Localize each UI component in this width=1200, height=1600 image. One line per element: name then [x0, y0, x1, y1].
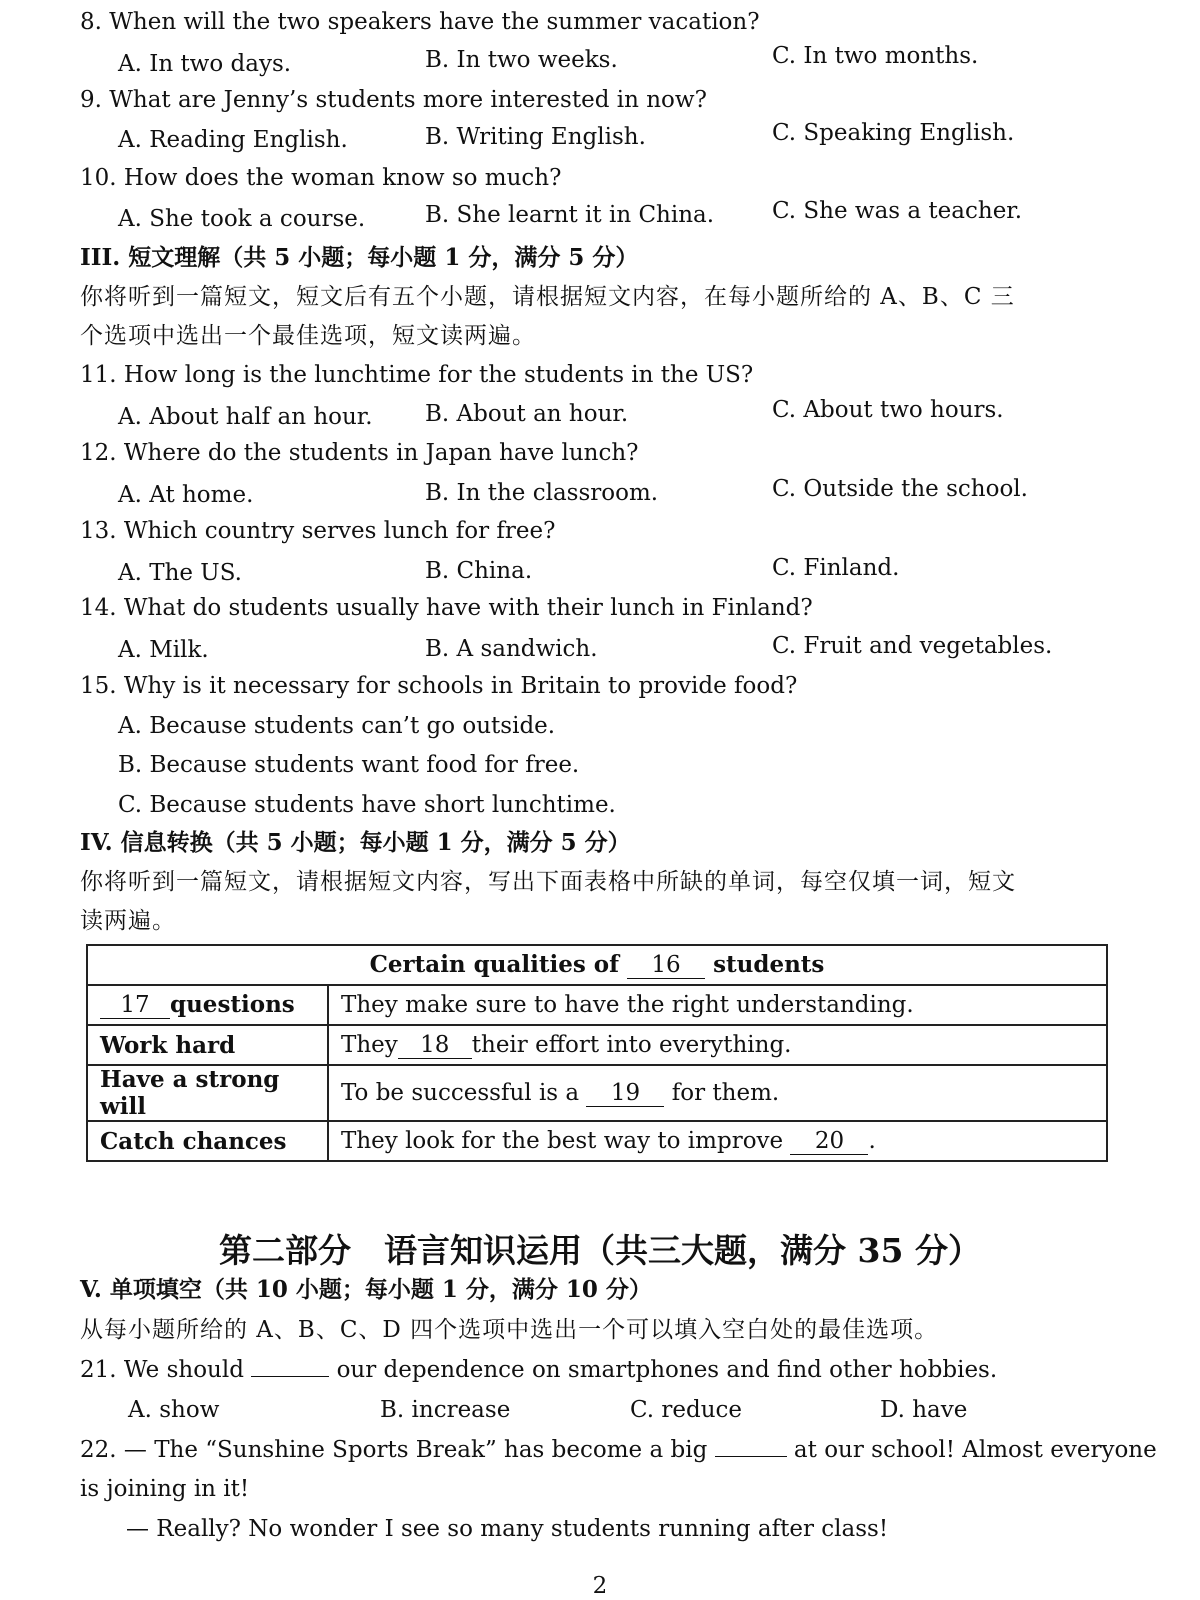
- table-row-text-post: for them.: [671, 1079, 780, 1106]
- section-4-instruction-line-1: 你将听到一篇短文，请根据短文内容，写出下面表格中所缺的单词，每空仅填一词，短文: [80, 869, 1016, 895]
- table-header-prefix: Certain qualities of: [369, 951, 620, 978]
- part-2-title: 第二部分 语言知识运用（共三大题，满分 35 分）: [219, 1231, 981, 1270]
- question-11-option-b: B. About an hour.: [425, 401, 629, 427]
- table-header-suffix: students: [713, 951, 825, 978]
- table-blank-20: 20: [790, 1128, 868, 1155]
- question-13-option-a: A. The US.: [118, 560, 242, 586]
- question-12-option-a: A. At home.: [118, 482, 254, 508]
- table-row-description: [328, 1025, 1107, 1065]
- question-15-option-a: A. Because students can’t go outside.: [118, 713, 556, 739]
- question-22-line-2: is joining in it!: [80, 1476, 250, 1502]
- question-11-option-a: A. About half an hour.: [118, 404, 373, 430]
- question-13-stem: 13. Which country serves lunch for free?: [80, 518, 556, 544]
- question-8-option-a: A. In two days.: [118, 51, 292, 77]
- question-10-option-a: A. She took a course.: [118, 206, 366, 232]
- table-row-label: Have a strong will: [87, 1065, 328, 1121]
- table-row-text-pre: They: [341, 1031, 398, 1058]
- question-15-option-c: C. Because students have short lunchtime.: [118, 792, 616, 818]
- section-5-title: V. 单项填空（共 10 小题；每小题 1 分，满分 10 分）: [80, 1276, 652, 1303]
- question-14-option-b: B. A sandwich.: [425, 636, 598, 662]
- page-number: 2: [592, 1573, 608, 1599]
- table-header-row: [87, 945, 1107, 985]
- table-blank-16: 16: [627, 952, 705, 979]
- table-row-label: [87, 985, 328, 1025]
- question-8-option-b: B. In two weeks.: [425, 47, 618, 73]
- question-11-option-c: C. About two hours.: [772, 397, 1004, 423]
- question-10-stem: 10. How does the woman know so much?: [80, 165, 562, 191]
- section-3-title: III. 短文理解（共 5 小题；每小题 1 分，满分 5 分）: [80, 244, 639, 271]
- question-14-option-c: C. Fruit and vegetables.: [772, 633, 1053, 659]
- section-4-instruction-line-2: 读两遍。: [80, 908, 176, 934]
- table-row: [87, 1065, 1107, 1121]
- question-12-option-c: C. Outside the school.: [772, 476, 1028, 502]
- question-15-option-b: B. Because students want food for free.: [118, 752, 580, 778]
- table-row-label-text: questions: [170, 991, 295, 1018]
- question-21-stem-pre: 21. We should: [80, 1357, 244, 1383]
- question-21-option-b: B. increase: [380, 1397, 511, 1423]
- question-12-option-b: B. In the classroom.: [425, 480, 659, 506]
- information-table: [86, 944, 1108, 1162]
- question-21-option-d: D. have: [880, 1397, 968, 1423]
- table-row-label: Work hard: [87, 1025, 328, 1065]
- table-row-text-pre: To be successful is a: [341, 1079, 580, 1106]
- table-row: [87, 985, 1107, 1025]
- question-14-stem: 14. What do students usually have with their lunch in Finland?: [80, 595, 813, 621]
- question-9-stem: 9. What are Jenny’s students more interested in now?: [80, 87, 707, 113]
- question-22-line-3: — Really? No wonder I see so many students running after class!: [126, 1516, 889, 1542]
- question-21-option-a: A. show: [128, 1397, 220, 1423]
- question-9-option-c: C. Speaking English.: [772, 120, 1015, 146]
- table-row-text: They make sure to have the right understanding.: [341, 992, 914, 1018]
- table-row-description: [328, 1065, 1107, 1121]
- question-9-option-a: A. Reading English.: [118, 127, 348, 153]
- question-12-stem: 12. Where do the students in Japan have lunch?: [80, 440, 639, 466]
- table-header-cell: [87, 945, 1107, 985]
- table-blank-19: 19: [586, 1080, 664, 1107]
- question-22-line-1: [80, 1436, 1157, 1464]
- section-3-instruction-line-2: 个选项中选出一个最佳选项，短文读两遍。: [80, 323, 536, 349]
- table-row-text-post: their effort into everything.: [471, 1031, 792, 1058]
- table-blank-18: 18: [398, 1032, 472, 1059]
- table-row-description: [328, 985, 1107, 1025]
- question-15-stem: 15. Why is it necessary for schools in Britain to provide food?: [80, 673, 798, 699]
- question-22-answer-blank: [715, 1456, 787, 1457]
- question-14-option-a: A. Milk.: [118, 637, 209, 663]
- question-21-stem-post: our dependence on smartphones and find other hobbies.: [336, 1357, 998, 1383]
- question-21-option-c: C. reduce: [630, 1397, 743, 1423]
- question-8-stem: 8. When will the two speakers have the summer vacation?: [80, 9, 760, 35]
- question-10-option-c: C. She was a teacher.: [772, 198, 1023, 224]
- question-11-stem: 11. How long is the lunchtime for the students in the US?: [80, 362, 754, 388]
- table-row-text-pre: They look for the best way to improve: [341, 1127, 784, 1154]
- section-4-title: IV. 信息转换（共 5 小题；每小题 1 分，满分 5 分）: [80, 829, 631, 856]
- table-row-description: [328, 1121, 1107, 1161]
- table-blank-17: 17: [100, 992, 170, 1019]
- question-21-stem: [80, 1356, 997, 1384]
- question-21-answer-blank: [251, 1376, 329, 1377]
- section-3-instruction-line-1: 你将听到一篇短文，短文后有五个小题，请根据短文内容，在每小题所给的 A、B、C 三: [80, 284, 1015, 310]
- table-row-text-post: .: [868, 1127, 876, 1154]
- question-13-option-b: B. China.: [425, 558, 533, 584]
- table-row: [87, 1025, 1107, 1065]
- question-13-option-c: C. Finland.: [772, 555, 900, 581]
- table-row: [87, 1121, 1107, 1161]
- section-5-instruction: 从每小题所给的 A、B、C、D 四个选项中选出一个可以填入空白处的最佳选项。: [80, 1317, 939, 1343]
- question-9-option-b: B. Writing English.: [425, 124, 646, 150]
- question-10-option-b: B. She learnt it in China.: [425, 202, 715, 228]
- question-22-line-1-post: at our school! Almost everyone: [793, 1437, 1157, 1463]
- question-22-line-1-pre: 22. — The “Sunshine Sports Break” has become a big: [80, 1437, 708, 1463]
- question-8-option-c: C. In two months.: [772, 43, 979, 69]
- table-row-label: Catch chances: [87, 1121, 328, 1161]
